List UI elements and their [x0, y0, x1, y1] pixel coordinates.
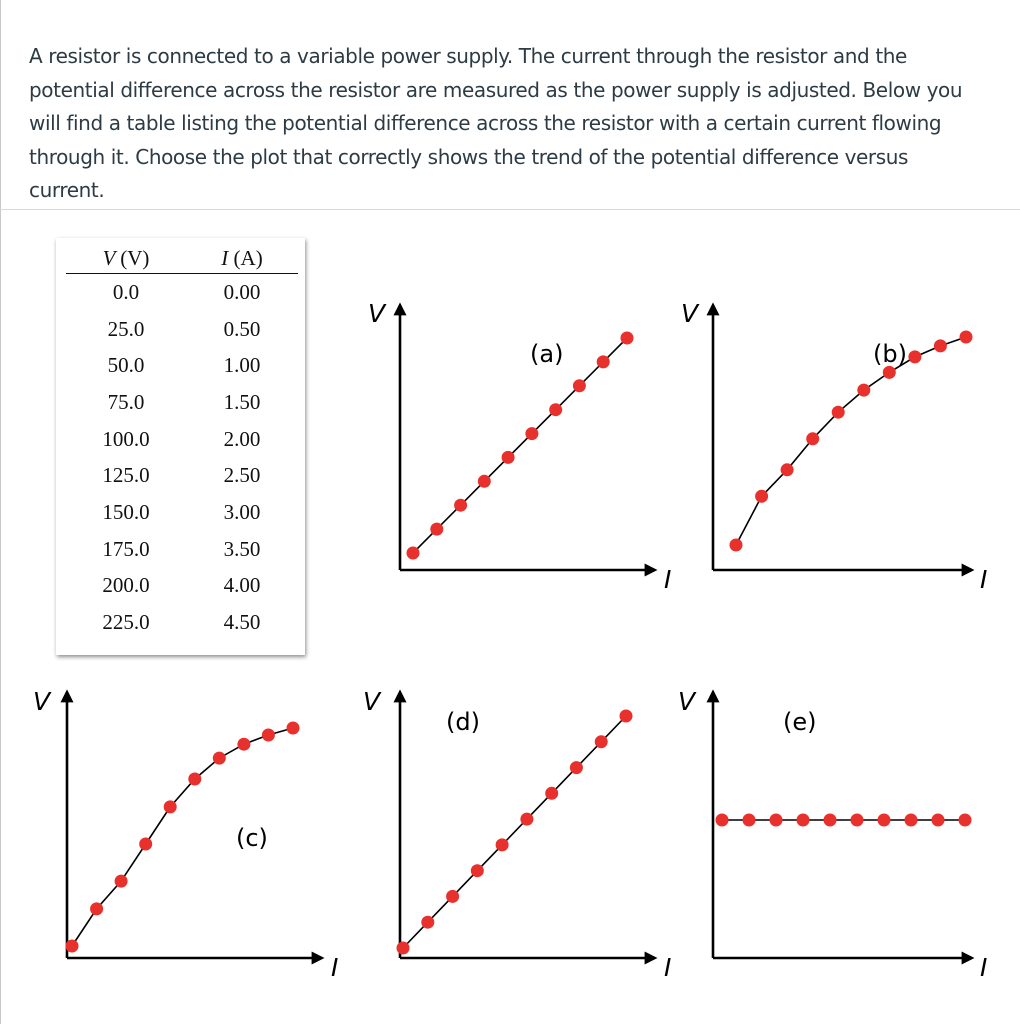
data-point-a	[549, 403, 562, 416]
data-point-c	[90, 902, 103, 915]
series-line-a	[413, 338, 627, 553]
data-point-c	[66, 940, 79, 953]
header-voltage-symbol: V	[102, 246, 116, 270]
voltage-cell: 225.0	[102, 610, 150, 635]
data-point-d	[471, 864, 484, 877]
voltage-cell: 100.0	[102, 426, 150, 451]
plot-label-c: (c)	[236, 824, 268, 852]
plot-b	[681, 299, 987, 594]
current-cell: 1.50	[223, 389, 261, 414]
data-point-e	[716, 814, 729, 827]
x-axis-label-a: I	[664, 565, 672, 594]
data-point-a	[525, 427, 538, 440]
data-point-c	[164, 800, 177, 813]
data-point-b	[832, 406, 845, 419]
data-point-c	[262, 729, 275, 742]
voltage-cell: 25.0	[107, 316, 145, 341]
data-point-d	[570, 761, 583, 774]
data-point-e	[905, 814, 918, 827]
voltage-cell: 125.0	[102, 463, 150, 488]
data-point-b	[730, 539, 743, 552]
y-axis-label-a: V	[368, 299, 386, 328]
data-point-e	[959, 814, 972, 827]
data-point-e	[770, 814, 783, 827]
current-cell: 3.50	[223, 536, 261, 561]
y-axis-label-b: V	[681, 299, 699, 328]
plot-c	[33, 687, 338, 982]
y-axis-label-c: V	[33, 687, 51, 716]
data-point-b	[755, 490, 768, 503]
data-point-b	[908, 350, 921, 363]
voltage-cell: 175.0	[102, 536, 150, 561]
header-voltage-unit: (V)	[120, 246, 150, 270]
data-point-c	[287, 722, 300, 735]
current-cell: 4.50	[223, 610, 261, 635]
plot-d	[363, 687, 671, 982]
data-point-e	[851, 814, 864, 827]
x-axis-label-b: I	[980, 565, 988, 594]
data-point-d	[520, 813, 533, 826]
data-point-c	[188, 773, 201, 786]
current-cell: 0.50	[223, 316, 261, 341]
data-point-d	[397, 942, 410, 955]
data-point-b	[857, 384, 870, 397]
x-axis-label-d: I	[664, 953, 672, 982]
plot-label-b: (b)	[873, 340, 907, 368]
data-point-d	[620, 710, 633, 723]
data-point-e	[824, 814, 837, 827]
series-line-b	[736, 337, 966, 545]
plot-label-d: (d)	[446, 708, 480, 736]
data-point-d	[446, 890, 459, 903]
x-axis-label-c: I	[331, 953, 339, 982]
data-point-c	[237, 738, 250, 751]
header-current-unit: (A)	[233, 246, 263, 270]
data-point-d	[595, 735, 608, 748]
data-point-e	[743, 814, 756, 827]
current-cell: 3.00	[223, 499, 261, 524]
y-axis-label-d: V	[363, 687, 381, 716]
data-point-b	[960, 331, 973, 344]
current-cell: 0.00	[223, 279, 261, 304]
x-axis-label-e: I	[980, 953, 988, 982]
y-axis-label-e: V	[678, 687, 696, 716]
data-point-a	[502, 451, 515, 464]
data-point-a	[430, 523, 443, 536]
current-cell: 2.50	[223, 463, 261, 488]
current-cell: 1.00	[223, 353, 261, 378]
current-cell: 2.00	[223, 426, 261, 451]
data-point-a	[478, 475, 491, 488]
plot-label-e: (e)	[783, 708, 817, 736]
plot-e	[678, 687, 987, 982]
voltage-cell: 150.0	[102, 499, 150, 524]
data-point-a	[407, 547, 420, 560]
data-point-a	[454, 499, 467, 512]
data-point-e	[797, 814, 810, 827]
data-point-b	[934, 339, 947, 352]
data-point-c	[115, 875, 128, 888]
voltage-cell: 0.0	[112, 279, 140, 304]
data-point-e	[878, 814, 891, 827]
voltage-cell: 200.0	[102, 573, 150, 598]
data-point-b	[781, 463, 794, 476]
data-point-e	[932, 814, 945, 827]
question-text: A resistor is connected to a variable power supply. The current through the resistor and the potential difference across the resistor are measured as the power supply is adjusted. Below you will find a table listing the potential difference across the resistor with a certain current flowing through it. Choose the plot that correctly shows the trend of the potential difference versus current.	[29, 44, 963, 202]
data-point-a	[573, 379, 586, 392]
current-cell: 4.00	[223, 573, 261, 598]
data-point-b	[806, 432, 819, 445]
data-point-a	[621, 332, 634, 345]
plot-label-a: (a)	[530, 340, 564, 368]
data-point-d	[496, 838, 509, 851]
data-point-a	[597, 355, 610, 368]
voltage-cell: 50.0	[107, 353, 145, 378]
header-current-symbol: I	[221, 246, 229, 270]
voltage-cell: 75.0	[107, 389, 145, 414]
plot-a	[368, 299, 671, 594]
data-point-d	[421, 916, 434, 929]
data-point-c	[213, 752, 226, 765]
series-line-d	[403, 716, 626, 948]
data-point-d	[545, 787, 558, 800]
data-point-c	[139, 838, 152, 851]
